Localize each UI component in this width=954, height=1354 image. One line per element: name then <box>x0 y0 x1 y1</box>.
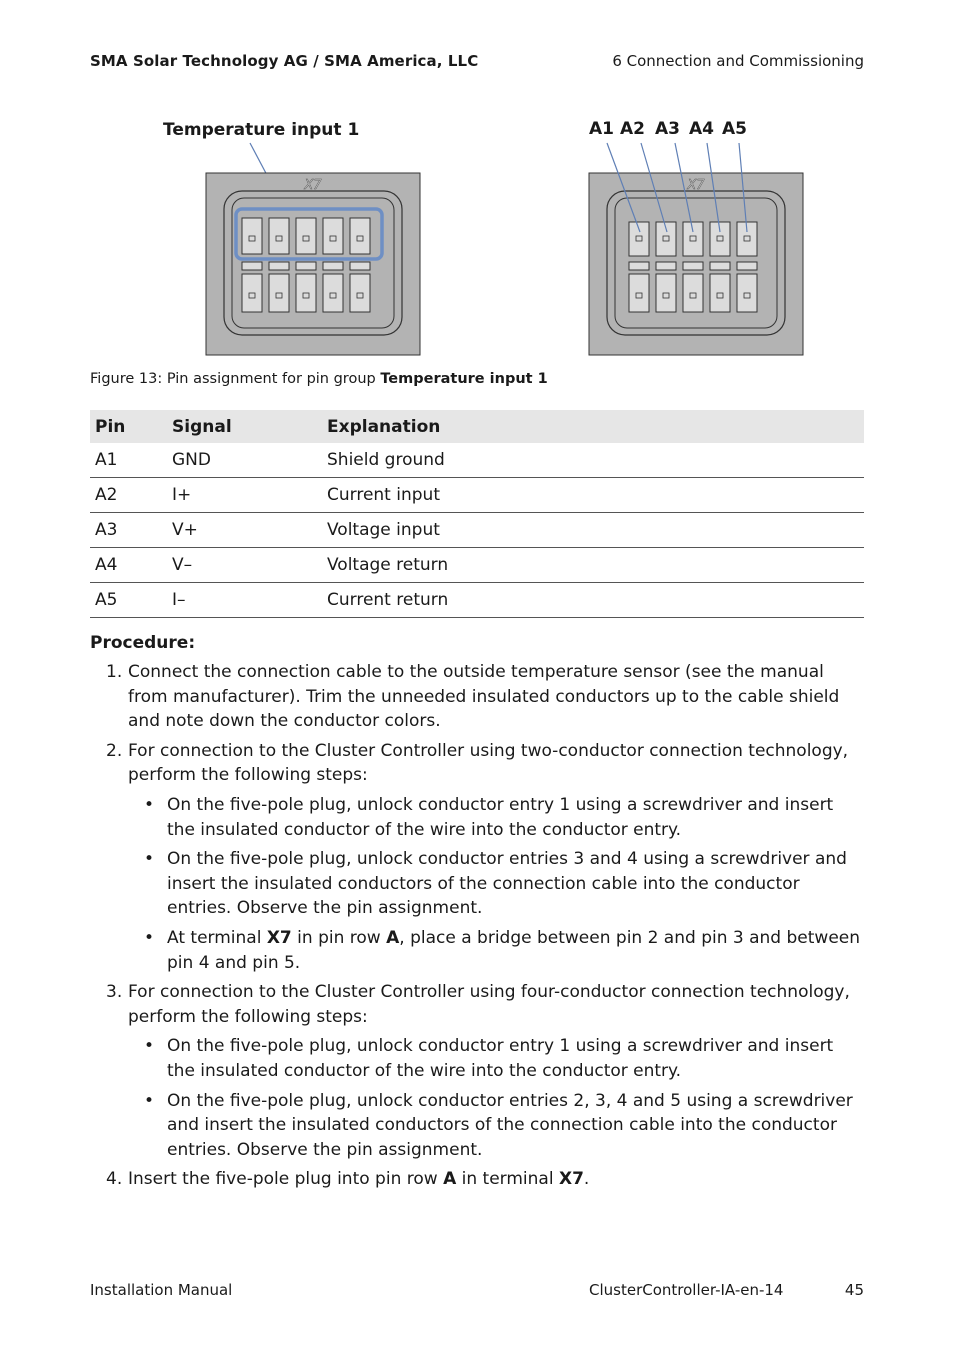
step-2 <box>90 739 864 788</box>
figure-pin-label-a1: A1 <box>589 119 614 139</box>
procedure-title: Procedure: <box>90 633 196 653</box>
step-3-bullet-2 <box>90 1089 864 1163</box>
figure-caption <box>90 371 548 387</box>
bullet-icon: • <box>144 849 155 870</box>
bullet-icon: • <box>144 927 155 948</box>
cell-explanation: Current input <box>322 478 864 513</box>
footer-page-number: 45 <box>844 1281 864 1299</box>
step-number: 3. <box>106 982 123 1003</box>
bullet-text: On the five-pole plug, unlock conductor entries 3 and 4 using a screwdriver and insert the insulated conductors of the connection cable into the conductor entries. Observe the pin assignment. <box>167 849 847 919</box>
figure-pin-label-a3: A3 <box>655 119 680 139</box>
cell-signal: I+ <box>167 478 322 513</box>
cell-signal: GND <box>167 443 322 478</box>
terminal-label-x7: X7 <box>687 178 705 193</box>
caption-text: Figure 13: Pin assignment for pin group <box>90 371 381 387</box>
bullet-icon: • <box>144 1090 155 1111</box>
pin-row-a <box>242 218 370 254</box>
step-number: 4. <box>106 1169 123 1190</box>
step-number: 1. <box>106 662 123 682</box>
pin-row-b <box>242 262 370 312</box>
cell-pin: A5 <box>90 583 167 618</box>
table-row <box>90 478 864 513</box>
bullet-text: On the five-pole plug, unlock conductor entry 1 using a screwdriver and insert the insulated conductor of the wire into the conductor entry. <box>167 1036 834 1081</box>
bullet-icon: • <box>144 1036 155 1057</box>
bullet-text: At terminal X7 in pin row A, place a bridge between pin 2 and pin 3 and between pin 4 and pin 5. <box>167 927 861 973</box>
footer-doc-id: ClusterController-IA-en-14 <box>589 1281 784 1299</box>
header-pin: Pin <box>90 410 167 443</box>
bullet-text: On the five-pole plug, unlock conductor entries 2, 3, 4 and 5 using a screwdriver and insert the insulated conductors of the connection cable into the conductor entries. Observe the pin assignment. <box>167 1090 853 1160</box>
figure-left-label: Temperature input 1 <box>163 120 360 140</box>
figure-pin-label-a2: A2 <box>620 119 645 139</box>
table-row <box>90 513 864 548</box>
step-3-bullet-1 <box>90 1034 864 1083</box>
pin-row-b <box>629 262 757 312</box>
cell-signal: I– <box>167 583 322 618</box>
bullet-icon: • <box>144 794 155 815</box>
table-row <box>90 583 864 618</box>
cell-explanation: Voltage return <box>322 548 864 583</box>
header-explanation: Explanation <box>322 410 864 443</box>
cell-signal: V+ <box>167 513 322 548</box>
table-row <box>90 548 864 583</box>
step-2-bullet-2 <box>90 847 864 921</box>
cell-pin: A1 <box>90 443 167 478</box>
table-row <box>90 443 864 478</box>
cell-pin: A3 <box>90 513 167 548</box>
step-text: For connection to the Cluster Controller using four-conductor connection technology, perform the following steps: <box>128 982 850 1027</box>
step-1 <box>90 660 864 734</box>
pin-assignment-table <box>90 410 864 618</box>
cell-pin: A2 <box>90 478 167 513</box>
cell-pin: A4 <box>90 548 167 583</box>
step-text: Connect the connection cable to the outside temperature sensor (see the manual from manufacturer). Trim the unneeded insulated conductors up to the cable shield and note down the conductor colors. <box>128 662 840 732</box>
header-section: 6 Connection and Commissioning <box>612 52 864 70</box>
terminal-label-x7: X7 <box>304 178 322 193</box>
table-header-row <box>90 410 864 443</box>
caption-bold: Temperature input 1 <box>380 371 548 387</box>
step-3 <box>90 980 864 1029</box>
figure-pin-label-a5: A5 <box>722 119 747 139</box>
step-text: For connection to the Cluster Controller using two-conductor connection technology, perform the following steps: <box>128 740 849 786</box>
cell-explanation: Shield ground <box>322 443 864 478</box>
terminal-x7-right-diagram <box>585 140 810 360</box>
step-number: 2. <box>106 740 123 761</box>
header-signal: Signal <box>167 410 322 443</box>
cell-signal: V– <box>167 548 322 583</box>
cell-explanation: Voltage input <box>322 513 864 548</box>
step-2-bullet-3 <box>90 926 864 975</box>
header-company: SMA Solar Technology AG / SMA America, LLC <box>90 52 479 70</box>
terminal-x7-left-diagram <box>150 140 440 360</box>
procedure-steps <box>90 660 864 1197</box>
bullet-text: On the five-pole plug, unlock conductor entry 1 using a screwdriver and insert the insulated conductor of the wire into the conductor entry. <box>167 794 834 840</box>
step-2-bullet-1 <box>90 793 864 842</box>
footer-doc-type: Installation Manual <box>90 1281 233 1299</box>
step-4 <box>90 1167 864 1192</box>
figure-pin-label-a4: A4 <box>689 119 714 139</box>
pin-row-a <box>629 222 757 256</box>
cell-explanation: Current return <box>322 583 864 618</box>
step-text: Insert the five-pole plug into pin row A in terminal X7. <box>128 1169 590 1190</box>
